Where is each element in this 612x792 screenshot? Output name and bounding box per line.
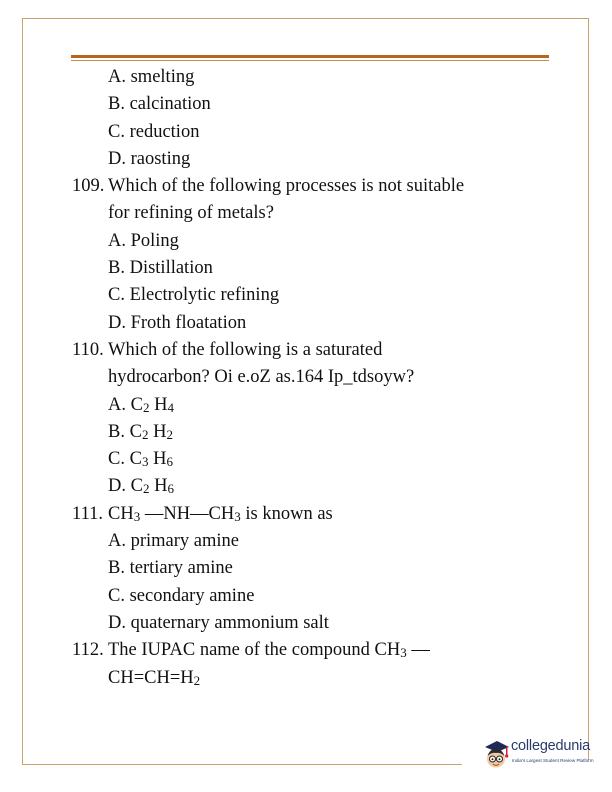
- header-rule-thin: [71, 60, 549, 61]
- q108-option-d: D. raosting: [108, 148, 191, 169]
- graduate-mascot-icon: [484, 739, 510, 769]
- question-text-line: Which of the following processes is not suitable: [108, 176, 465, 197]
- q109-option-a: A. Poling: [108, 230, 179, 251]
- question-text: [108, 173, 542, 228]
- q110-option-b: B. $C_2$ $H_2$: [108, 421, 173, 442]
- logo-brand-text: collegedunia: [511, 738, 591, 754]
- q109-option-c: C. Electrolytic refining: [108, 285, 280, 306]
- q110-option-a: A. $C_2$ $H_4$: [108, 394, 174, 415]
- q111-option-c: C. secondary amine: [108, 585, 255, 606]
- question-109: [72, 173, 542, 228]
- q109-option-b: B. Distillation: [108, 258, 213, 279]
- header-rule: [71, 55, 549, 58]
- question-number: 109.: [72, 176, 105, 197]
- question-110: [72, 337, 542, 392]
- question-text-line: $CH=CH=H_2$: [108, 667, 201, 688]
- q108-option-a: A. smelting: [108, 67, 195, 87]
- question-text-line: hydrocarbon? Oi e.oZ as.164 Ip_tdsoyw?: [108, 367, 415, 388]
- logo-tagline: India's Largest Student Review Platform: [512, 758, 594, 763]
- question-number: 111.: [72, 503, 104, 524]
- q108-option-c: C. reduction: [108, 121, 200, 142]
- collegedunia-logo: [484, 737, 608, 777]
- q111-option-d: D. quaternary ammonium salt: [108, 612, 329, 633]
- question-112: [72, 637, 542, 692]
- question-text: [108, 637, 542, 692]
- question-content: [72, 64, 542, 692]
- q108-option-b: B. calcination: [108, 94, 211, 115]
- question-text: [108, 501, 542, 528]
- question-text-line: The IUPAC name of the compound $CH_3$ —: [108, 640, 430, 661]
- q109-option-d: D. Froth floatation: [108, 312, 247, 333]
- question-text-line: for refining of metals?: [108, 203, 274, 224]
- question-number: 112.: [72, 640, 104, 661]
- q110-option-d: D. $C_2$ $H_6$: [108, 476, 174, 497]
- q111-option-a: A. primary amine: [108, 531, 239, 552]
- question-number: 110.: [72, 339, 104, 360]
- question-text-line: Which of the following is a saturated: [108, 339, 383, 360]
- question-111: [72, 501, 542, 528]
- q111-option-b: B. tertiary amine: [108, 558, 233, 579]
- q110-option-c: C. $C_3$ $H_6$: [108, 449, 173, 470]
- question-text: [108, 337, 542, 392]
- question-text-line: $CH_3$ $—NH—CH_3$ is known as: [108, 503, 333, 524]
